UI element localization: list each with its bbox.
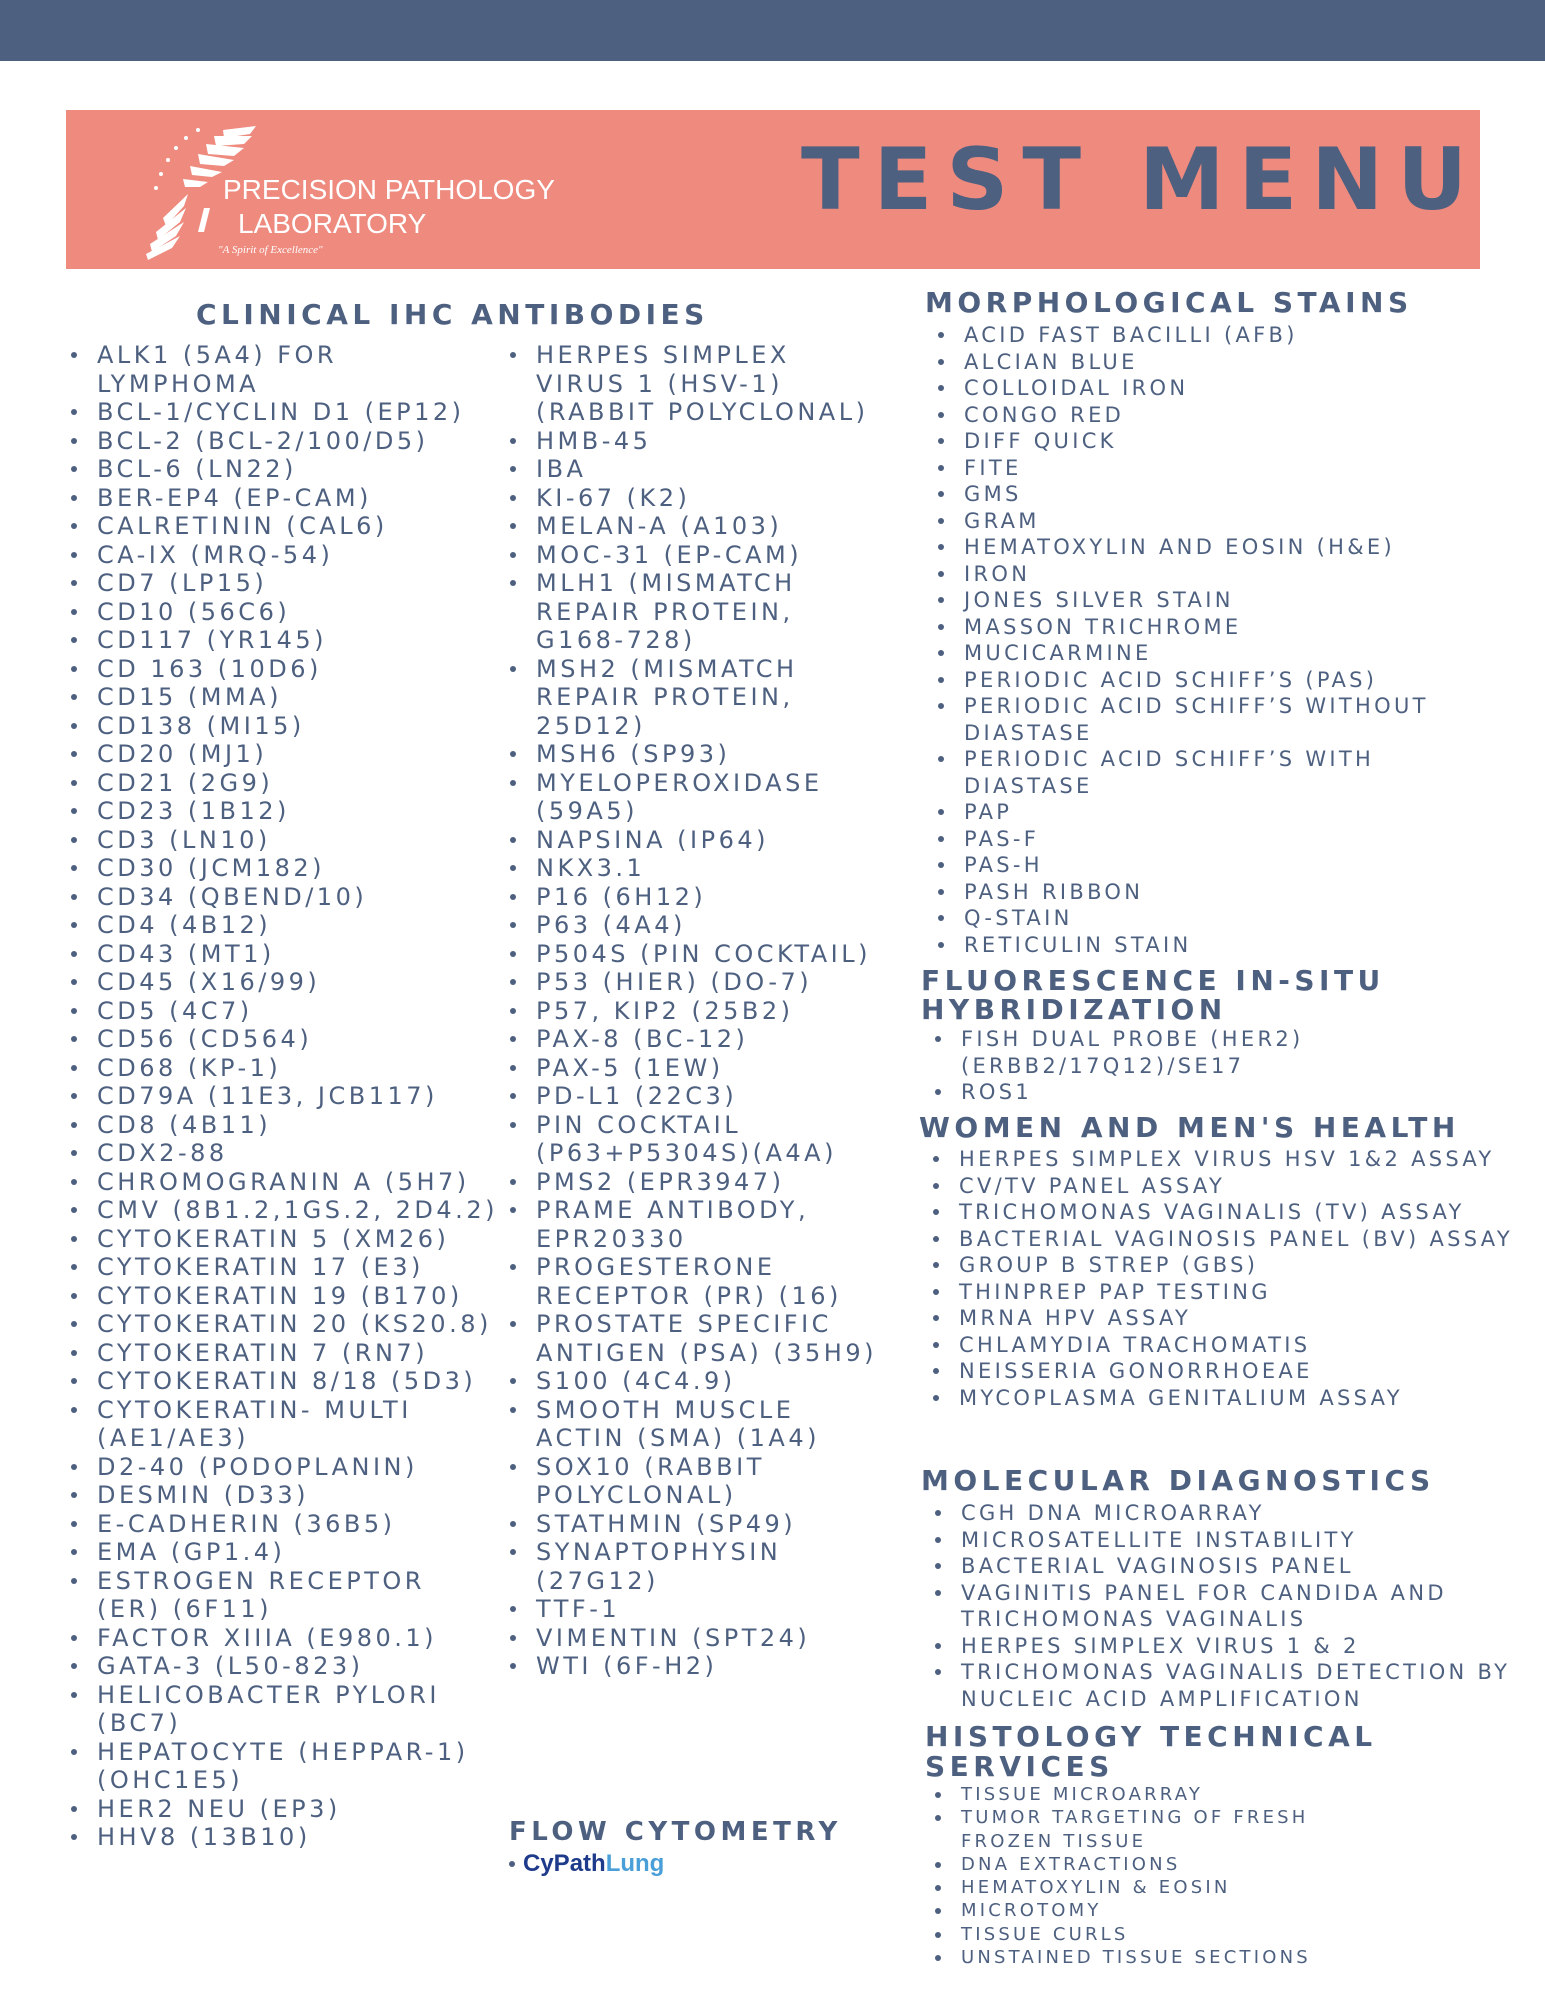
list-item: MICROSATELLITE INSTABILITY xyxy=(932,1527,1522,1554)
bullet-icon xyxy=(509,1861,515,1867)
list-item: HELICOBACTER PYLORI (BC7) xyxy=(68,1681,498,1738)
cypath-text: CyPath xyxy=(523,1850,606,1877)
lung-text: Lung xyxy=(605,1850,665,1877)
list-item: JONES SILVER STAIN xyxy=(935,587,1455,614)
logo-tagline: "A Spirit of Excellence" xyxy=(218,244,323,256)
list-item: MUCICARMINE xyxy=(935,640,1455,667)
histology-section-title-line-1: HISTOLOGY TECHNICAL xyxy=(925,1720,1377,1753)
list-item: CD79A (11E3, JCB117) xyxy=(68,1082,498,1111)
list-item: PRAME ANTIBODY, EPR20330 xyxy=(507,1196,877,1253)
list-item: HHV8 (13B10) xyxy=(68,1823,498,1852)
list-item: HMB-45 xyxy=(507,427,877,456)
list-item: MRNA HPV ASSAY xyxy=(930,1305,1520,1332)
list-item: CD5 (4C7) xyxy=(68,997,498,1026)
list-item: PAX-5 (1EW) xyxy=(507,1054,877,1083)
list-item: CYTOKERATIN 17 (E3) xyxy=(68,1253,498,1282)
list-item: DNA EXTRACTIONS xyxy=(932,1853,1372,1876)
list-item: HEPATOCYTE (HEPPAR-1) (OHC1E5) xyxy=(68,1738,498,1795)
list-item: WTI (6F-H2) xyxy=(507,1652,877,1681)
list-item: CD56 (CD564) xyxy=(68,1025,498,1054)
list-item: NEISSERIA GONORRHOEAE xyxy=(930,1358,1520,1385)
logo-line-2: LABORATORY xyxy=(238,208,427,239)
list-item: CD 163 (10D6) xyxy=(68,655,498,684)
womens-health-list xyxy=(930,1146,1520,1411)
list-item: TRICHOMONAS VAGINALIS DETECTION BY NUCLEIC ACID AMPLIFICATION xyxy=(932,1659,1522,1712)
molecular-section-title: MOLECULAR DIAGNOSTICS xyxy=(921,1464,1435,1497)
list-item: MOC-31 (EP-CAM) xyxy=(507,541,877,570)
list-item: PROGESTERONE RECEPTOR (PR) (16) xyxy=(507,1253,877,1310)
list-item: CONGO RED xyxy=(935,402,1455,429)
list-item: SYNAPTOPHYSIN (27G12) xyxy=(507,1538,877,1595)
fish-section-title-line-2: HYBRIDIZATION xyxy=(921,993,1227,1026)
list-item: MSH2 (MISMATCH REPAIR PROTEIN, 25D12) xyxy=(507,655,877,741)
list-item: Q-STAIN xyxy=(935,905,1455,932)
list-item: CD138 (MI15) xyxy=(68,712,498,741)
list-item: HERPES SIMPLEX VIRUS 1 & 2 xyxy=(932,1633,1522,1660)
list-item: CYTOKERATIN- MULTI (AE1/AE3) xyxy=(68,1396,498,1453)
histology-list xyxy=(932,1783,1372,1969)
list-item: CD45 (X16/99) xyxy=(68,968,498,997)
list-item: KI-67 (K2) xyxy=(507,484,877,513)
list-item: PERIODIC ACID SCHIFF’S (PAS) xyxy=(935,667,1455,694)
list-item: HERPES SIMPLEX VIRUS HSV 1&2 ASSAY xyxy=(930,1146,1520,1173)
list-item: P53 (HIER) (DO-7) xyxy=(507,968,877,997)
list-item: CYTOKERATIN 7 (RN7) xyxy=(68,1339,498,1368)
morphological-list xyxy=(935,322,1455,958)
list-item: ALK1 (5A4) FOR LYMPHOMA xyxy=(68,341,498,398)
list-item: MELAN-A (A103) xyxy=(507,512,877,541)
list-item: DESMIN (D33) xyxy=(68,1481,498,1510)
list-item: CD68 (KP-1) xyxy=(68,1054,498,1083)
list-item: COLLOIDAL IRON xyxy=(935,375,1455,402)
list-item: MSH6 (SP93) xyxy=(507,740,877,769)
list-item: HEMATOXYLIN AND EOSIN (H&E) xyxy=(935,534,1455,561)
list-item: CD43 (MT1) xyxy=(68,940,498,969)
list-item: HER2 NEU (EP3) xyxy=(68,1795,498,1824)
list-item: ALCIAN BLUE xyxy=(935,349,1455,376)
list-item: E-CADHERIN (36B5) xyxy=(68,1510,498,1539)
list-item: CD34 (QBEND/10) xyxy=(68,883,498,912)
list-item: HEMATOXYLIN & EOSIN xyxy=(932,1876,1372,1899)
list-item: TUMOR TARGETING OF FRESH FROZEN TISSUE xyxy=(932,1806,1372,1853)
list-item: MICROTOMY xyxy=(932,1899,1372,1922)
list-item: CMV (8B1.2,1GS.2, 2D4.2) xyxy=(68,1196,498,1225)
list-item: GMS xyxy=(935,481,1455,508)
list-item: P16 (6H12) xyxy=(507,883,877,912)
list-item: GROUP B STREP (GBS) xyxy=(930,1252,1520,1279)
list-item: CD21 (2G9) xyxy=(68,769,498,798)
list-item: D2-40 (PODOPLANIN) xyxy=(68,1453,498,1482)
header-banner xyxy=(66,110,1480,269)
list-item: HERPES SIMPLEX VIRUS 1 (HSV-1) (RABBIT POLYCLONAL) xyxy=(507,341,877,427)
list-item: CGH DNA MICROARRAY xyxy=(932,1500,1522,1527)
list-item: VIMENTIN (SPT24) xyxy=(507,1624,877,1653)
list-item: NKX3.1 xyxy=(507,854,877,883)
list-item: TTF-1 xyxy=(507,1595,877,1624)
list-item: CD3 (LN10) xyxy=(68,826,498,855)
list-item: PAS-H xyxy=(935,852,1455,879)
womens-health-section-title: WOMEN AND MEN'S HEALTH xyxy=(919,1111,1460,1144)
molecular-list xyxy=(932,1500,1522,1712)
list-item: GATA-3 (L50-823) xyxy=(68,1652,498,1681)
histology-section-title-line-2: SERVICES xyxy=(925,1750,1114,1783)
logo-line-1: PRECISION PATHOLOGY xyxy=(223,174,555,205)
list-item: CDX2-88 xyxy=(68,1139,498,1168)
list-item: IBA xyxy=(507,455,877,484)
list-item: PAP xyxy=(935,799,1455,826)
list-item: SOX10 (RABBIT POLYCLONAL) xyxy=(507,1453,877,1510)
list-item: ROS1 xyxy=(932,1079,1452,1106)
cypath-lung-logo xyxy=(523,1850,664,1877)
list-item: BER-EP4 (EP-CAM) xyxy=(68,484,498,513)
list-item: CYTOKERATIN 20 (KS20.8) xyxy=(68,1310,498,1339)
list-item: CD7 (LP15) xyxy=(68,569,498,598)
fish-section-title-line-1: FLUORESCENCE IN-SITU xyxy=(921,964,1385,997)
ihc-column-1 xyxy=(68,341,498,1852)
list-item: RETICULIN STAIN xyxy=(935,932,1455,959)
list-item: P504S (PIN COCKTAIL) xyxy=(507,940,877,969)
list-item: MYCOPLASMA GENITALIUM ASSAY xyxy=(930,1385,1520,1412)
list-item: BCL-6 (LN22) xyxy=(68,455,498,484)
list-item: BACTERIAL VAGINOSIS PANEL xyxy=(932,1553,1522,1580)
list-item: FISH DUAL PROBE (HER2) (ERBB2/17Q12)/SE17 xyxy=(932,1026,1452,1079)
list-item: BCL-2 (BCL-2/100/D5) xyxy=(68,427,498,456)
list-item: IRON xyxy=(935,561,1455,588)
list-item: CD4 (4B12) xyxy=(68,911,498,940)
list-item: CD15 (MMA) xyxy=(68,683,498,712)
list-item: SMOOTH MUSCLE ACTIN (SMA) (1A4) xyxy=(507,1396,877,1453)
list-item: NAPSINA (IP64) xyxy=(507,826,877,855)
list-item: P57, KIP2 (25B2) xyxy=(507,997,877,1026)
list-item: STATHMIN (SP49) xyxy=(507,1510,877,1539)
list-item: VAGINITIS PANEL FOR CANDIDA AND TRICHOMONAS VAGINALIS xyxy=(932,1580,1522,1633)
list-item: PAX-8 (BC-12) xyxy=(507,1025,877,1054)
list-item: FITE xyxy=(935,455,1455,482)
list-item: THINPREP PAP TESTING xyxy=(930,1279,1520,1306)
list-item: S100 (4C4.9) xyxy=(507,1367,877,1396)
list-item: PAS-F xyxy=(935,826,1455,853)
flow-item xyxy=(509,1850,664,1878)
list-item: CALRETININ (CAL6) xyxy=(68,512,498,541)
list-item: PASH RIBBON xyxy=(935,879,1455,906)
list-item: ESTROGEN RECEPTOR (ER) (6F11) xyxy=(68,1567,498,1624)
list-item: TISSUE MICROARRAY xyxy=(932,1783,1372,1806)
list-item: PROSTATE SPECIFIC ANTIGEN (PSA) (35H9) xyxy=(507,1310,877,1367)
list-item: TISSUE CURLS xyxy=(932,1923,1372,1946)
list-item: CYTOKERATIN 8/18 (5D3) xyxy=(68,1367,498,1396)
list-item: PERIODIC ACID SCHIFF’S WITH DIASTASE xyxy=(935,746,1455,799)
ihc-column-2 xyxy=(507,341,877,1681)
page-title: TEST MENU xyxy=(801,130,1482,230)
lab-logo xyxy=(128,122,555,262)
list-item: BCL-1/CYCLIN D1 (EP12) xyxy=(68,398,498,427)
list-item: CHROMOGRANIN A (5H7) xyxy=(68,1168,498,1197)
morphological-section-title: MORPHOLOGICAL STAINS xyxy=(925,286,1413,319)
list-item: PMS2 (EPR3947) xyxy=(507,1168,877,1197)
list-item: MYELOPEROXIDASE (59A5) xyxy=(507,769,877,826)
top-bar xyxy=(0,0,1545,61)
list-item: MLH1 (MISMATCH REPAIR PROTEIN, G168-728) xyxy=(507,569,877,655)
list-item: PIN COCKTAIL (P63+P5304S)(A4A) xyxy=(507,1111,877,1168)
list-item: CD10 (56C6) xyxy=(68,598,498,627)
list-item: CD8 (4B11) xyxy=(68,1111,498,1140)
list-item: P63 (4A4) xyxy=(507,911,877,940)
list-item: EMA (GP1.4) xyxy=(68,1538,498,1567)
list-item: PD-L1 (22C3) xyxy=(507,1082,877,1111)
list-item: CYTOKERATIN 5 (XM26) xyxy=(68,1225,498,1254)
list-item: CYTOKERATIN 19 (B170) xyxy=(68,1282,498,1311)
list-item: CHLAMYDIA TRACHOMATIS xyxy=(930,1332,1520,1359)
flow-section-title: FLOW CYTOMETRY xyxy=(509,1817,842,1847)
list-item: CD20 (MJ1) xyxy=(68,740,498,769)
list-item: CA-IX (MRQ-54) xyxy=(68,541,498,570)
list-item: MASSON TRICHROME xyxy=(935,614,1455,641)
list-item: UNSTAINED TISSUE SECTIONS xyxy=(932,1946,1372,1969)
list-item: CD30 (JCM182) xyxy=(68,854,498,883)
list-item: BACTERIAL VAGINOSIS PANEL (BV) ASSAY xyxy=(930,1226,1520,1253)
list-item: CD23 (1B12) xyxy=(68,797,498,826)
fish-list xyxy=(932,1026,1452,1106)
list-item: TRICHOMONAS VAGINALIS (TV) ASSAY xyxy=(930,1199,1520,1226)
ihc-section-title: CLINICAL IHC ANTIBODIES xyxy=(196,298,709,331)
list-item: PERIODIC ACID SCHIFF’S WITHOUT DIASTASE xyxy=(935,693,1455,746)
list-item: GRAM xyxy=(935,508,1455,535)
list-item: DIFF QUICK xyxy=(935,428,1455,455)
list-item: ACID FAST BACILLI (AFB) xyxy=(935,322,1455,349)
list-item: FACTOR XIIIA (E980.1) xyxy=(68,1624,498,1653)
list-item: CD117 (YR145) xyxy=(68,626,498,655)
list-item: CV/TV PANEL ASSAY xyxy=(930,1173,1520,1200)
